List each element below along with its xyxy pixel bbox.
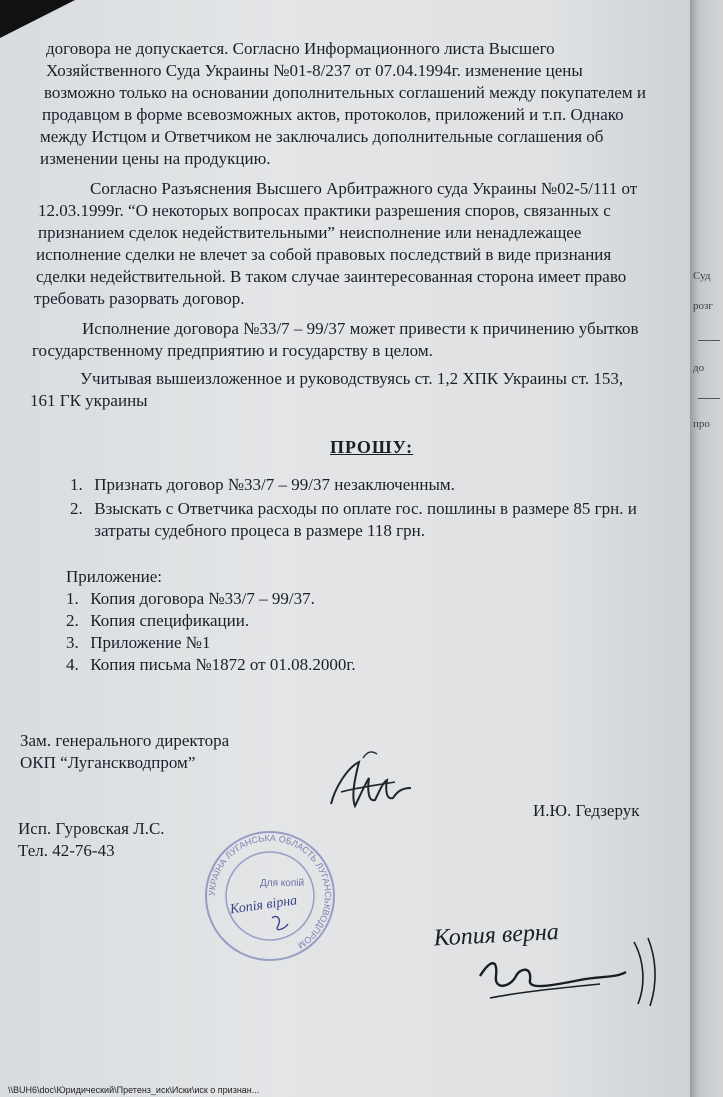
- margin-rule-2: [698, 398, 720, 399]
- appendix-item-3: [66, 632, 210, 653]
- handwritten-copy-text: Копия верна: [433, 919, 560, 952]
- request-item-2: [70, 498, 637, 519]
- appendix-item-3-text: Приложение №1: [90, 633, 211, 652]
- appendix-item-4-text: Копия письма №1872 от 01.08.2000г.: [90, 655, 356, 674]
- request-item-1-num: 1.: [70, 475, 83, 494]
- request-item-2-cont-text: затраты судебного процеса в размере 118 грн.: [94, 521, 425, 540]
- request-item-1-text: Признать договор №33/7 – 99/37 незаключенным.: [94, 475, 455, 494]
- appendix-item-1-num: 1.: [66, 589, 79, 608]
- margin-rule-1: [698, 340, 720, 341]
- stamp-inner-text: Для копій: [260, 878, 305, 889]
- para3-line-1: Исполнение договора №33/7 – 99/37 может привести к причинению убытков: [82, 319, 639, 338]
- page-corner-shadow: [0, 0, 75, 38]
- handwritten-certification: [420, 880, 680, 1030]
- appendix-item-1: [66, 588, 315, 609]
- para2-line-5: сделки недействительной. В таком случае заинтересованная сторона имеет право: [36, 267, 627, 286]
- margin-fragment-3: до: [693, 362, 705, 374]
- appendix-item-3-num: 3.: [66, 633, 79, 652]
- para3-line-2: государственному предприятию и государству в целом.: [32, 341, 433, 360]
- stamp-handwriting: Копія вірна: [229, 893, 299, 918]
- executor-phone: Тел. 42-76-43: [18, 841, 115, 860]
- executor-name: Исп. Гуровская Л.С.: [18, 819, 165, 838]
- appendix-item-4-num: 4.: [66, 655, 79, 674]
- para4-line-1: Учитывая вышеизложенное и руководствуясь ст. 1,2 ХПК Украины ст. 153,: [80, 369, 624, 388]
- para1-line-5: между Истцом и Ответчиком не заключались дополнительные соглашения об: [40, 127, 604, 146]
- margin-fragment-4: про: [693, 418, 710, 430]
- request-heading: ПРОШУ:: [330, 437, 414, 457]
- stamp-outer-text: УКРАЇНА ЛУГАНСЬКА ОБЛАСТЬ ЛУГАНСЬКВОДПРОМ: [206, 832, 334, 951]
- request-item-1: [70, 474, 455, 495]
- margin-fragment-2: розг: [693, 300, 713, 312]
- para1-line-3: возможно только на основании дополнительных соглашений между покупателем и: [44, 83, 646, 102]
- request-item-2-num: 2.: [70, 499, 83, 518]
- adjacent-page-edge: [690, 0, 723, 1097]
- margin-fragment-1: Суд: [693, 270, 711, 282]
- para2-line-1: Согласно Разъяснения Высшего Арбитражного суда Украины №02-5/111 от: [90, 179, 638, 198]
- para4-line-2: 161 ГК украины: [30, 391, 148, 410]
- request-item-2-text: Взыскать с Ответчика расходы по оплате гос. пошлины в размере 85 грн. и: [94, 499, 637, 518]
- para1-line-2: Хозяйственного Суда Украины №01-8/237 от 07.04.1994г. изменение цены: [46, 61, 583, 80]
- file-path-footer: \\BUH6\doc\Юридический\Претенз_иск\Иски\иск о признан...: [8, 1085, 260, 1095]
- para2-line-3: признанием сделок недействительными” неисполнение или ненадлежащее: [38, 223, 582, 242]
- appendix-title: Приложение:: [66, 567, 162, 586]
- para2-line-6: требовать разорвать договор.: [34, 289, 245, 308]
- para2-line-2: 12.03.1999г. “О некоторых вопросах практики разрешения споров, связанных с: [38, 201, 611, 220]
- appendix-item-2: [66, 610, 249, 631]
- appendix-item-1-text: Копия договора №33/7 – 99/37.: [90, 589, 315, 608]
- para1-line-1: договора не допускается. Согласно Информационного листа Высшего: [46, 39, 555, 58]
- signatory-organization: ОКП “Луганскводпром”: [20, 753, 196, 772]
- appendix-item-2-num: 2.: [66, 611, 79, 630]
- signatory-position: Зам. генерального директора: [20, 731, 230, 750]
- round-stamp: [200, 826, 340, 966]
- para1-line-6: изменении цены на продукцию.: [40, 149, 271, 168]
- para2-line-4: исполнение сделки не влечет за собой правовых последствий в виде признания: [36, 245, 612, 264]
- appendix-item-2-text: Копия спецификации.: [90, 611, 250, 630]
- request-item-2-cont: [70, 520, 425, 541]
- appendix-item-4: [66, 654, 356, 675]
- para1-line-4: продавцом в форме всевозможных актов, протоколов, приложений и т.п. Однако: [42, 105, 624, 124]
- director-signature: [325, 748, 415, 828]
- signatory-name: И.Ю. Гедзерук: [533, 801, 640, 820]
